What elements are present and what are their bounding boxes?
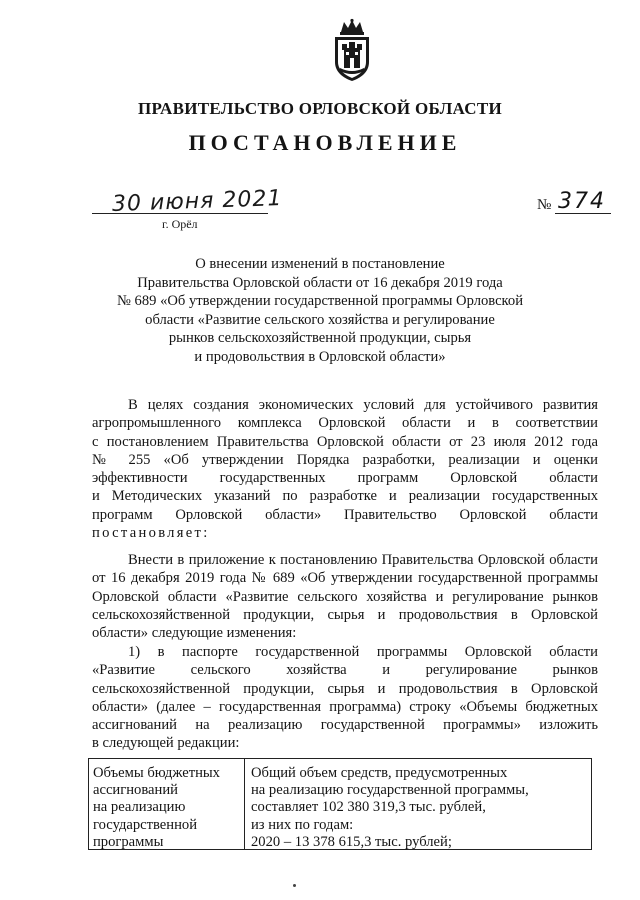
paragraph-line: 1) в паспорте государственной программы Орловской области <box>128 644 598 660</box>
document-type-title: ПОСТАНОВЛЕНИЕ <box>188 130 462 155</box>
table-cell-line: программы <box>93 833 164 850</box>
subject-line: рынков сельскохозяйственной продукции, сырья <box>168 330 472 347</box>
paragraph-line: эффективности государственных программ Орловской области <box>92 470 598 487</box>
item-1-paragraph <box>92 643 598 753</box>
paragraph-line: от 16 декабря 2019 года № 689 «Об утверждении государственной программы <box>92 570 598 587</box>
paragraph-line: В целях создания экономических условий для устойчивого развития <box>128 397 598 413</box>
paragraph-line: «Развитие сельского хозяйства и регулирование рынков <box>92 662 598 679</box>
paragraph-line: области» (далее – государственная программа) строку «Объемы бюджетных <box>92 698 598 715</box>
subject-line: области «Развитие сельского хозяйства и регулирование <box>145 311 495 328</box>
handwritten-number: 374 <box>558 189 606 214</box>
scan-speck <box>293 884 296 887</box>
table-cell-line: из них по годам: <box>251 816 354 833</box>
paragraph-line: программ Орловской области» Правительство Орловской области <box>92 506 598 523</box>
paragraph-line: № 255 «Об утверждении Порядка разработки, реализации и оценки <box>92 451 598 468</box>
paragraph-line: Орловской области «Развитие сельского хозяйства и регулирование рынков <box>92 588 598 605</box>
budget-table <box>88 758 592 850</box>
table-label-cell <box>89 759 245 849</box>
paragraph-line: ассигнований на реализацию государственной программы» изложить <box>92 717 598 734</box>
paragraph-line: Внести в приложение к постановлению Правительства Орловской области <box>128 552 598 568</box>
paragraph-line: сельскохозяйственной продукции, сырья и продовольствия в Орловской <box>92 606 598 623</box>
subject-line: О внесении изменений в постановление <box>195 256 445 272</box>
subject-line: и продовольствия в Орловской области» <box>194 348 446 365</box>
resolves-word: постановляет: <box>92 525 210 542</box>
government-title: ПРАВИТЕЛЬСТВО ОРЛОВСКОЙ ОБЛАСТИ <box>137 99 503 118</box>
city-label: г. Орёл <box>162 217 198 231</box>
table-cell-line: Общий объем средств, предусмотренных <box>251 765 508 781</box>
preamble-paragraph <box>92 396 598 542</box>
paragraph-line: в следующей редакции: <box>92 735 240 752</box>
table-cell-line: государственной <box>93 816 198 833</box>
amendment-paragraph <box>92 551 598 642</box>
table-cell-line: составляет 102 380 319,3 тыс. рублей, <box>251 799 486 816</box>
handwritten-date: 30 июня 2021 <box>111 186 283 217</box>
orel-oblast-coat-of-arms-icon <box>327 18 377 82</box>
document-subject <box>100 255 540 367</box>
paragraph-line: сельскохозяйственной продукции, сырья и продовольствия в Орловской <box>92 680 598 697</box>
paragraph-line: и Методических указаний по разработке и реализации государственных <box>92 488 598 505</box>
subject-line: Правительства Орловской области от 16 декабря 2019 года <box>137 274 503 291</box>
paragraph-line: с постановлением Правительства Орловской области от 23 июля 2012 года <box>92 433 598 450</box>
paragraph-line: области» следующие изменения: <box>92 625 297 642</box>
table-cell-line: Объемы бюджетных <box>93 765 220 781</box>
subject-line: № 689 «Об утверждении государственной программы Орловской <box>116 293 524 310</box>
table-cell-line: 2020 – 13 378 615,3 тыс. рублей; <box>251 833 452 850</box>
number-sign: № <box>537 197 552 213</box>
table-cell-line: на реализацию <box>93 799 186 816</box>
table-cell-line: на реализацию государственной программы, <box>251 782 529 799</box>
paragraph-line: агропромышленного комплекса Орловской области и в соответствии <box>92 415 598 432</box>
table-cell-line: ассигнований <box>93 782 178 799</box>
table-value-cell <box>245 759 591 849</box>
